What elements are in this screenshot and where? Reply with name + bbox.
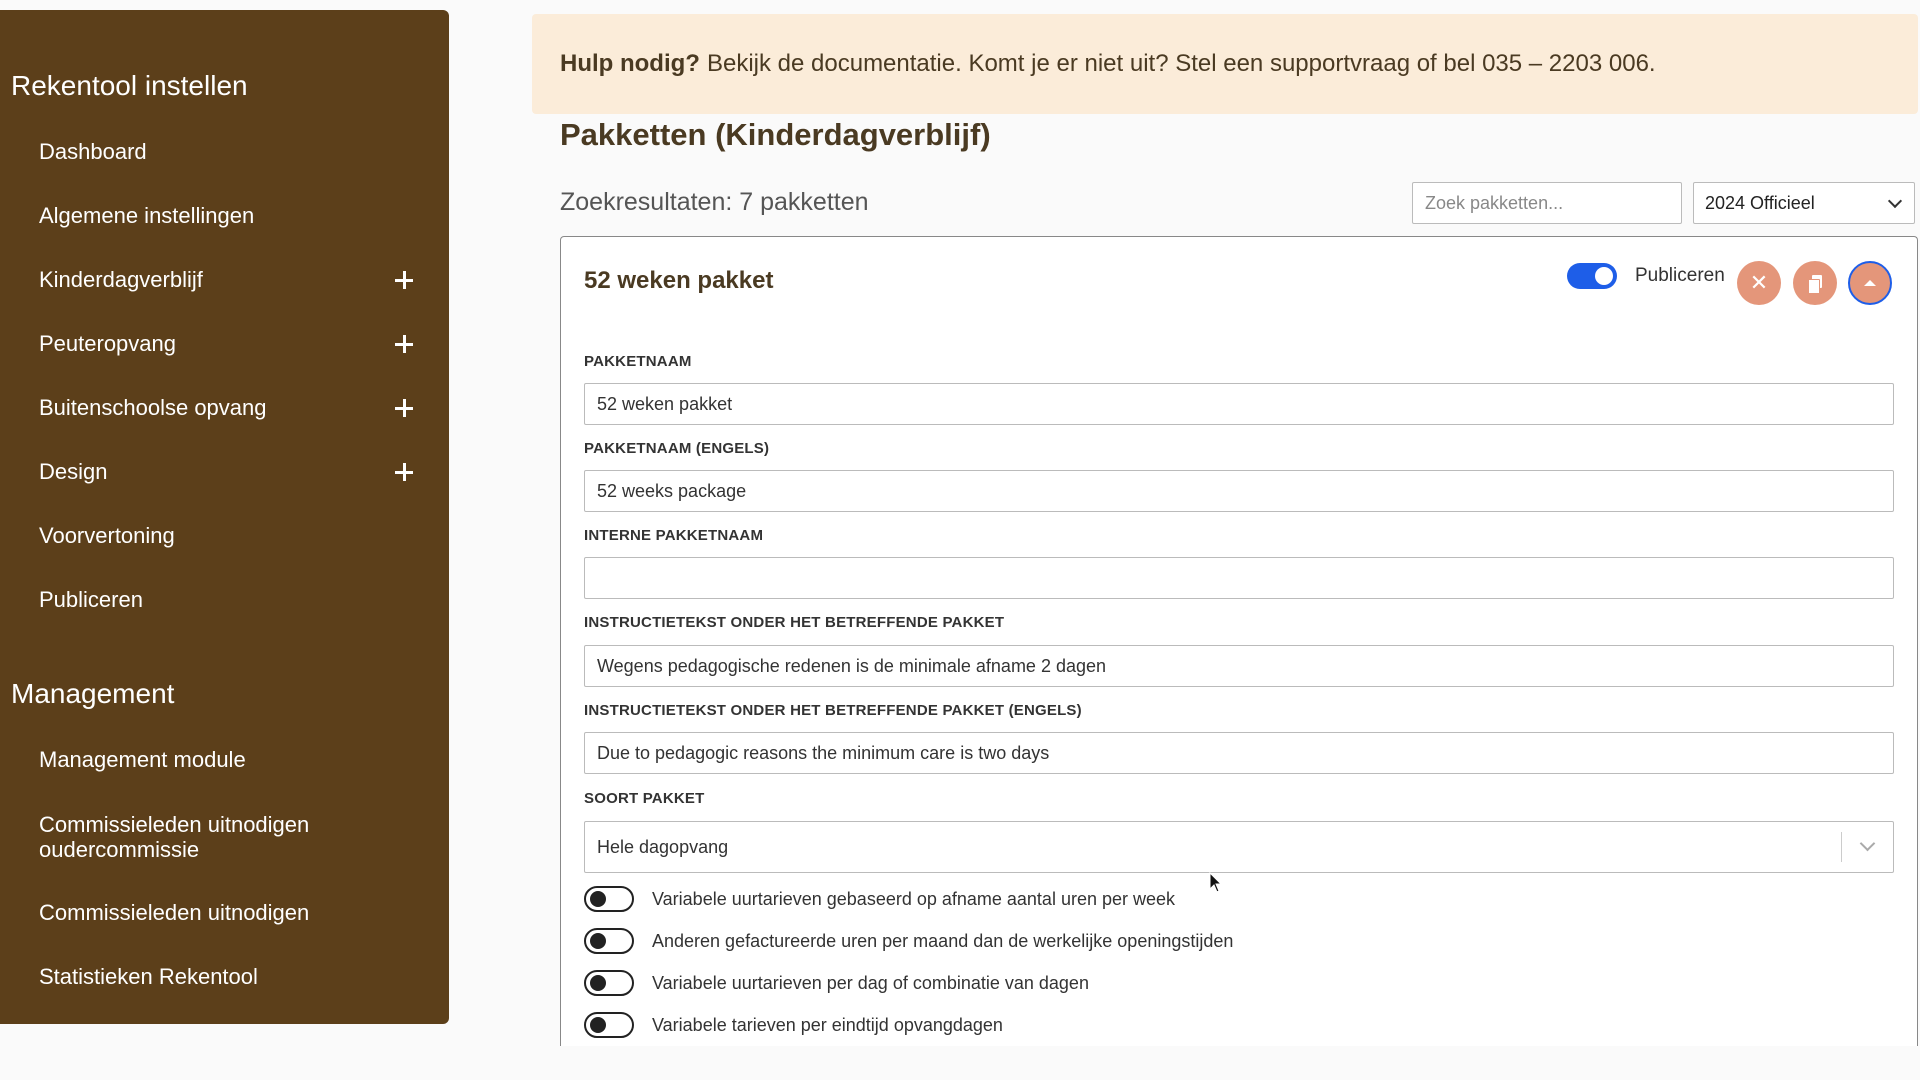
sidebar-item-design[interactable]	[0, 440, 449, 504]
select-divider	[1841, 832, 1842, 862]
plus-icon[interactable]	[395, 399, 413, 417]
sidebar-item-label: Publiceren	[39, 587, 143, 612]
field-label-pakketnaam: PAKKETNAAM	[584, 353, 692, 370]
sidebar-item-label: Peuteropvang	[39, 331, 176, 356]
search-input[interactable]	[1412, 182, 1682, 224]
field-label-instructietekst: INSTRUCTIETEKST ONDER HET BETREFFENDE PAKKET	[584, 614, 1005, 631]
results-count: Zoekresultaten: 7 pakketten	[560, 188, 869, 216]
pakketnaam-engels-input[interactable]: 52 weeks package	[584, 470, 1894, 512]
sidebar-item-label: Management module	[39, 747, 246, 772]
section-spacer	[0, 632, 449, 674]
help-banner-strong: Hulp nodig?	[560, 50, 700, 77]
caret-up-icon	[1864, 280, 1876, 286]
package-card	[560, 236, 1918, 1046]
sidebar-item-algemene-instellingen[interactable]	[0, 184, 449, 248]
sidebar-item-commissieleden-oudercommissie[interactable]	[0, 792, 449, 881]
sidebar-item-commissieleden-uitnodigen[interactable]	[0, 881, 449, 945]
sidebar	[0, 10, 449, 1024]
sidebar-item-publiceren[interactable]	[0, 568, 449, 632]
help-banner-text[interactable]: Bekijk de documentatie. Komt je er niet uit? Stel een supportvraag of bel 035 – 2203 006.	[706, 50, 1656, 77]
year-select[interactable]	[1693, 182, 1915, 224]
help-banner	[532, 14, 1918, 114]
collapse-button[interactable]	[1848, 261, 1892, 305]
instructietekst-engels-input[interactable]: Due to pedagogic reasons the minimum care is two days	[584, 732, 1894, 774]
sidebar-item-label: Commissieleden uitnodigen oudercommissie	[39, 811, 310, 862]
plus-icon[interactable]	[395, 271, 413, 289]
instructietekst-input[interactable]: Wegens pedagogische redenen is de minimale afname 2 dagen	[584, 645, 1894, 687]
sidebar-item-label: Algemene instellingen	[39, 203, 255, 228]
sidebar-section-title-setup: Rekentool instellen	[11, 70, 248, 101]
switch-label: Variabele uurtarieven per dag of combinatie van dagen	[652, 972, 1089, 993]
interne-pakketnaam-input[interactable]	[584, 557, 1894, 599]
switch-row	[584, 1011, 1003, 1039]
soort-pakket-select[interactable]	[584, 821, 1894, 873]
switch-row	[584, 927, 1233, 955]
field-label-interne-pakketnaam: INTERNE PAKKETNAAM	[584, 527, 764, 544]
field-label-instructietekst-engels: INSTRUCTIETEKST ONDER HET BETREFFENDE PAKKET (ENGELS)	[584, 702, 1082, 719]
sidebar-item-label: Design	[39, 459, 108, 484]
sidebar-item-label: Statistieken Rekentool	[39, 964, 258, 989]
chevron-down-icon	[1888, 194, 1902, 208]
sidebar-item-voorvertoning[interactable]	[0, 504, 449, 568]
sidebar-item-dashboard[interactable]	[0, 120, 449, 184]
sidebar-item-label: Dashboard	[39, 139, 147, 164]
sidebar-item-management-module[interactable]	[0, 728, 449, 792]
publish-toggle[interactable]	[1567, 263, 1617, 289]
gefactureerde-uren-toggle[interactable]	[584, 928, 634, 954]
field-label-soort-pakket: SOORT PAKKET	[584, 790, 705, 807]
page-title: Pakketten (Kinderdagverblijf)	[560, 117, 991, 152]
chevron-down-icon	[1860, 836, 1876, 852]
sidebar-item-buitenschoolse-opvang[interactable]	[0, 376, 449, 440]
year-select-value: 2024 Officieel	[1705, 192, 1815, 213]
sidebar-item-kinderdagverblijf[interactable]	[0, 248, 449, 312]
plus-icon[interactable]	[395, 463, 413, 481]
close-icon: ✕	[1749, 270, 1769, 295]
sidebar-item-statistieken[interactable]	[0, 945, 449, 1009]
sidebar-item-label: Buitenschoolse opvang	[39, 395, 267, 420]
sidebar-item-label: Kinderdagverblijf	[39, 267, 203, 292]
publish-label: Publiceren	[1635, 265, 1725, 286]
tarieven-eindtijd-toggle[interactable]	[584, 1012, 634, 1038]
uurtarieven-per-dag-toggle[interactable]	[584, 970, 634, 996]
package-title: 52 weken pakket	[584, 267, 774, 294]
variabele-uurtarieven-toggle[interactable]	[584, 886, 634, 912]
switch-row	[584, 969, 1089, 997]
sidebar-item-label: Voorvertoning	[39, 523, 175, 548]
soort-pakket-value: Hele dagopvang	[597, 836, 729, 857]
management-nav-list	[0, 728, 449, 1009]
switch-label: Variabele uurtarieven gebaseerd op afname aantal uren per week	[652, 888, 1176, 909]
delete-button[interactable]	[1737, 261, 1781, 305]
setup-nav-list	[0, 120, 449, 632]
duplicate-button[interactable]	[1793, 261, 1837, 305]
switch-row	[584, 885, 1175, 913]
copy-icon	[1808, 275, 1822, 292]
field-label-pakketnaam-engels: PAKKETNAAM (ENGELS)	[584, 440, 770, 457]
sidebar-item-peuteropvang[interactable]	[0, 312, 449, 376]
switch-label: Variabele tarieven per eindtijd opvangdagen	[652, 1014, 1003, 1035]
sidebar-section-title-management: Management	[11, 678, 175, 709]
pakketnaam-input[interactable]: 52 weken pakket	[584, 383, 1894, 425]
sidebar-item-label: Commissieleden uitnodigen	[39, 900, 310, 925]
plus-icon[interactable]	[395, 335, 413, 353]
switch-label: Anderen gefactureerde uren per maand dan de werkelijke openingstijden	[652, 930, 1234, 951]
mouse-cursor-icon	[1209, 872, 1223, 894]
